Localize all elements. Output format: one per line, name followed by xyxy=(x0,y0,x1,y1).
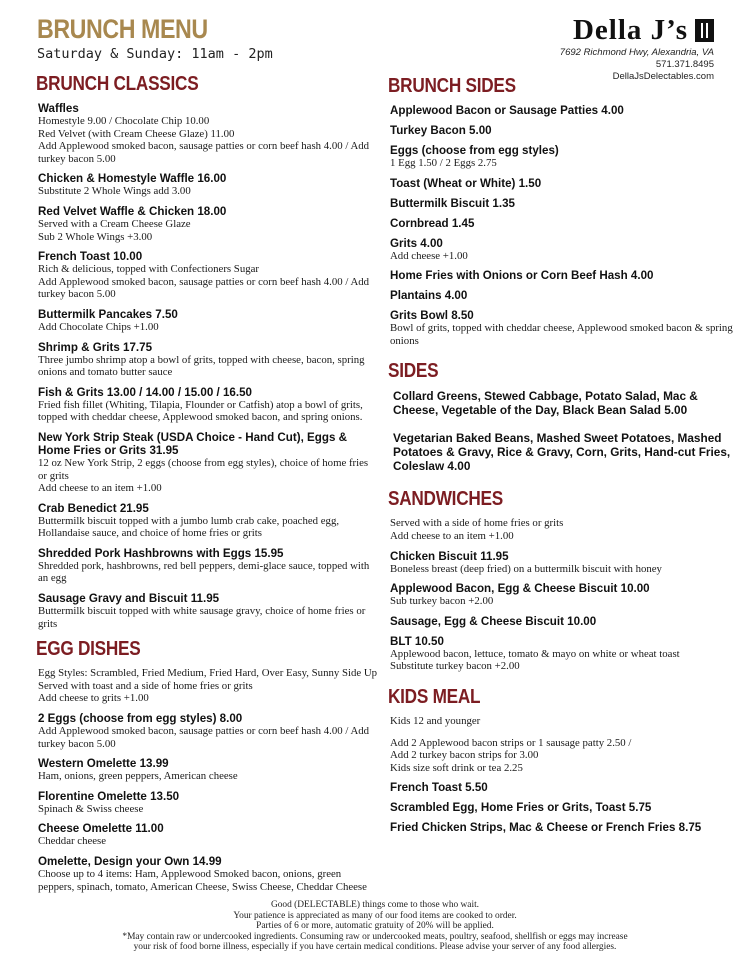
menu-item-title: Plantains 4.00 xyxy=(390,289,468,303)
menu-item xyxy=(390,582,735,608)
menu-item xyxy=(390,269,735,282)
menu-item-description: Applewood bacon, lettuce, tomato & mayo on white or wheat toast Substitute turkey bacon +2.00 xyxy=(390,647,680,673)
section-heading-egg-dishes: EGG DISHES xyxy=(36,638,141,661)
footer-line: Parties of 6 or more, automatic gratuity of 20% will be applied. xyxy=(256,921,494,932)
footer-line: Your patience is appreciated as many of our food items are cooked to order. xyxy=(233,910,517,921)
menu-item xyxy=(390,217,735,230)
menu-item-description: Substitute 2 Whole Wings add 3.00 xyxy=(38,185,191,198)
menu-item-title: Sausage Gravy and Biscuit 11.95 xyxy=(38,592,220,606)
menu-item xyxy=(38,431,378,495)
restaurant-website: DellaJsDelectables.com xyxy=(612,71,714,82)
menu-item xyxy=(390,781,735,794)
menu-item xyxy=(390,104,735,117)
menu-item xyxy=(38,308,378,334)
menu-item xyxy=(38,855,378,893)
menu-item-title: Crab Benedict 21.95 xyxy=(38,501,149,515)
menu-item-description: Sub turkey bacon +2.00 xyxy=(390,595,494,608)
menu-item-description: Three jumbo shrimp atop a bowl of grits, topped with cheese, bacon, spring onions and tomato butter sauce xyxy=(38,353,365,379)
menu-item-title: Fried Chicken Strips, Mac & Cheese or French Fries 8.75 xyxy=(390,821,702,835)
menu-item-title: Shrimp & Grits 17.75 xyxy=(38,340,153,354)
menu-item-title: Chicken & Homestyle Waffle 16.00 xyxy=(38,172,227,186)
menu-item xyxy=(390,144,735,170)
fork-knife-logo-icon xyxy=(695,19,714,42)
right-column xyxy=(390,74,735,841)
section-heading-brunch-sides: BRUNCH SIDES xyxy=(388,75,516,97)
menu-item-title: Chicken Biscuit 11.95 xyxy=(390,549,509,563)
menu-item-title: BLT 10.50 xyxy=(390,634,444,648)
kids-age-note: Kids 12 and younger xyxy=(390,714,481,727)
menu-item-title: Applewood Bacon or Sausage Patties 4.00 xyxy=(390,104,624,117)
menu-item-description: Choose up to 4 items: Ham, Applewood Smoked bacon, onions, green peppers, spinach, tomato, American Cheese, Swiss Cheese, Cheddar Cheese xyxy=(38,868,367,893)
menu-item xyxy=(38,592,378,630)
menu-item-description: Cheddar cheese xyxy=(38,835,107,848)
menu-item xyxy=(38,502,378,540)
menu-item-description: Add Applewood smoked bacon, sausage patties or corn beef hash 4.00 / Add turkey bacon 5.00 xyxy=(38,725,370,750)
menu-item xyxy=(390,821,735,834)
section-heading-brunch-classics: BRUNCH CLASSICS xyxy=(36,73,199,95)
menu-item-description: 1 Egg 1.50 / 2 Eggs 2.75 xyxy=(390,157,497,169)
page-title: BRUNCH MENU xyxy=(37,14,208,44)
menu-item-description: Homestyle 9.00 / Chocolate Chip 10.00 Red Velvet (with Cream Cheese Glaze) 11.00 Add Applewood smoked bacon, sausage patties or corn beef hash 4.00 / Add turkey bacon 5.00 xyxy=(38,115,370,165)
menu-item-title: 2 Eggs (choose from egg styles) 8.00 xyxy=(38,712,243,726)
menu-item xyxy=(390,289,735,302)
menu-item-title: French Toast 10.00 xyxy=(38,250,143,264)
restaurant-phone: 571.371.8495 xyxy=(655,59,714,70)
menu-item-title: Cheese Omelette 11.00 xyxy=(38,822,164,836)
menu-item-description: Fried fish fillet (Whiting, Tilapia, Flounder or Catfish) atop a bowl of grits, topped with cheddar cheese, Applewood smoked bacon, and spring onions. xyxy=(38,398,363,424)
menu-item xyxy=(38,102,378,165)
menu-item xyxy=(38,250,378,301)
menu-item-title: Scrambled Egg, Home Fries or Grits, Toast 5.75 xyxy=(390,801,652,815)
menu-item-description: Add Chocolate Chips +1.00 xyxy=(38,320,159,333)
restaurant-brand xyxy=(560,14,714,83)
menu-item xyxy=(390,615,735,628)
footer-line: *May contain raw or undercooked ingredients. Consuming raw or undercooked meats, poultry, seafood, shellfish or eggs may increase xyxy=(122,931,628,942)
menu-item xyxy=(38,172,378,198)
menu-item-title: Toast (Wheat or White) 1.50 xyxy=(390,176,542,190)
restaurant-name: Della J’s xyxy=(572,14,688,46)
menu-item-title: Home Fries with Onions or Corn Beef Hash 4.00 xyxy=(390,269,654,283)
menu-item xyxy=(38,757,378,783)
section-heading-kids-meal: KIDS MEAL xyxy=(388,685,481,708)
menu-item xyxy=(38,205,378,243)
menu-item xyxy=(38,790,378,816)
menu-item-description: Add cheese +1.00 xyxy=(390,249,468,262)
menu-item xyxy=(38,712,378,750)
footer-line: your risk of food borne illness, especially if you have certain medical conditions. Please advise your server of any food allergies. xyxy=(133,942,617,953)
menu-item-title: Waffles xyxy=(38,102,79,115)
menu-item xyxy=(390,550,735,576)
menu-item-title: Applewood Bacon, Egg & Cheese Biscuit 10.00 xyxy=(390,582,650,596)
menu-item-title: Buttermilk Pancakes 7.50 xyxy=(38,307,178,321)
menu-item xyxy=(38,341,378,379)
menu-item-title: Sausage, Egg & Cheese Biscuit 10.00 xyxy=(390,614,597,628)
menu-item-title: Grits Bowl 8.50 xyxy=(390,309,474,323)
menu-item-title: Buttermilk Biscuit 1.35 xyxy=(390,196,515,210)
service-hours: Saturday & Sunday: 11am - 2pm xyxy=(37,46,273,62)
menu-item-title: Red Velvet Waffle & Chicken 18.00 xyxy=(38,204,227,218)
egg-styles-note: Egg Styles: Scrambled, Fried Medium, Fried Hard, Over Easy, Sunny Side Up Served with toast and a side of home fries or grits Add cheese to grits +1.00 xyxy=(38,667,378,705)
menu-item-title: French Toast 5.50 xyxy=(390,781,488,795)
menu-item xyxy=(38,547,378,585)
section-heading-sides: SIDES xyxy=(388,360,439,383)
menu-item-title: Western Omelette 13.99 xyxy=(38,757,169,771)
menu-item-title: Florentine Omelette 13.50 xyxy=(38,789,180,803)
menu-item xyxy=(390,237,735,263)
menu-item-description: Boneless breast (deep fried) on a buttermilk biscuit with honey xyxy=(390,562,662,575)
kids-addons-note: Add 2 Applewood bacon strips or 1 sausage patty 2.50 / Add 2 turkey bacon strips for 3.00 Kids size soft drink or tea 2.25 xyxy=(390,736,632,774)
sides-list-4: Vegetarian Baked Beans, Mashed Sweet Potatoes, Mashed Potatoes & Gravy, Rice & Gravy, Corn, Grits, Hand-cut Fries, Coleslaw 4.00 xyxy=(393,431,731,474)
menu-item-title: Shredded Pork Hashbrowns with Eggs 15.95 xyxy=(38,546,284,560)
footer-line: Good (DELECTABLE) things come to those who wait. xyxy=(270,900,480,910)
menu-item-description: Shredded pork, hashbrowns, red bell peppers, demi-glace sauce, topped with an egg xyxy=(38,559,370,585)
menu-item-title: Turkey Bacon 5.00 xyxy=(390,124,492,137)
menu-item xyxy=(38,822,378,848)
menu-item xyxy=(390,124,735,137)
menu-item-description: Rich & delicious, topped with Confectioners Sugar Add Applewood smoked bacon, sausage patties or corn beef hash 4.00 / Add turkey bacon 5.00 xyxy=(38,263,370,301)
menu-item-description: Buttermilk biscuit topped with white sausage gravy, choice of home fries or grits xyxy=(38,605,366,630)
menu-item xyxy=(390,635,735,673)
menu-item-title: New York Strip Steak (USDA Choice - Hand Cut), Eggs & Home Fries or Grits 31.95 xyxy=(38,430,347,457)
menu-item-title: Grits 4.00 xyxy=(390,236,443,250)
menu-item xyxy=(38,386,378,424)
menu-item xyxy=(390,801,735,814)
sides-list-5: Collard Greens, Stewed Cabbage, Potato Salad, Mac & Cheese, Vegetable of the Day, Black Bean Salad 5.00 xyxy=(393,389,698,418)
menu-item-description: Served with a Cream Cheese Glaze Sub 2 Whole Wings +3.00 xyxy=(38,217,191,243)
menu-item-description: Buttermilk biscuit topped with a jumbo lumb crab cake, poached egg, Hollandaise sauce, and choice of home fries or grits xyxy=(38,514,340,540)
menu-item-description: Spinach & Swiss cheese xyxy=(38,802,144,815)
menu-item-title: Cornbread 1.45 xyxy=(390,216,475,230)
menu-item-description: 12 oz New York Strip, 2 eggs (choose from egg styles), choice of home fries or grits Add cheese to an item +1.00 xyxy=(38,456,369,495)
menu-item-title: Fish & Grits 13.00 / 14.00 / 15.00 / 16.50 xyxy=(38,385,252,399)
restaurant-address: 7692 Richmond Hwy, Alexandria, VA xyxy=(559,47,714,58)
footer-notes xyxy=(0,900,750,953)
section-heading-sandwiches: SANDWICHES xyxy=(388,488,503,511)
menu-item-title: Omelette, Design your Own 14.99 xyxy=(38,855,222,868)
left-column xyxy=(38,72,378,900)
menu-item-description: Bowl of grits, topped with cheddar cheese, Applewood smoked bacon & spring onions xyxy=(390,322,733,347)
menu-item xyxy=(390,197,735,210)
menu-item xyxy=(390,177,735,190)
menu-item-description: Ham, onions, green peppers, American cheese xyxy=(38,770,238,783)
menu-item xyxy=(390,309,735,347)
menu-item-title: Eggs (choose from egg styles) xyxy=(390,144,559,157)
sandwiches-note: Served with a side of home fries or grits Add cheese to an item +1.00 xyxy=(390,517,564,542)
